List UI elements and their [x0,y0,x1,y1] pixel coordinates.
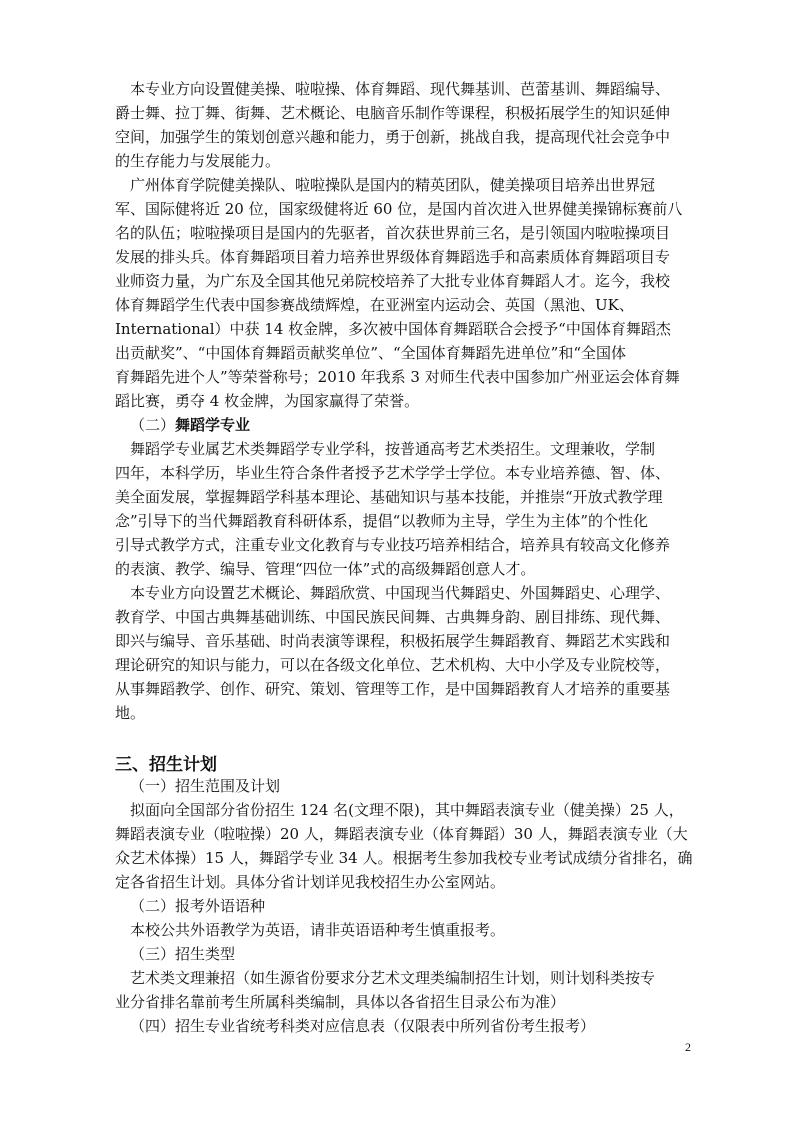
paragraph-line: 舞蹈表演专业（啦啦操）20 人，舞蹈表演专业（体育舞蹈）30 人，舞蹈表演专业（大 [115,825,688,843]
paragraph-line: 育舞蹈先进个人”等荣誉称号；2010 年我系 3 对师生代表中国参加广州亚运会体育舞 [115,368,680,386]
paragraph-line: 爵士舞、拉丁舞、街舞、艺术概论、电脑音乐制作等课程，积极拓展学生的知识延伸 [115,104,671,122]
paragraph-line: 念”引导下的当代舞蹈教育科研体系，提倡“以教师为主导，学生为主体”的个性化 [115,512,649,530]
paragraph-line: 名的队伍；啦啦操项目是国内的先驱者，首次获世界前三名，是引领国内啦啦操项目 [115,224,671,242]
paragraph-line: 拟面向全国部分省份招生 124 名(文理不限)，其中舞蹈表演专业（健美操）25 人， [130,801,684,819]
paragraph-line: 教育学、中国古典舞基础训练、中国民族民间舞、古典舞身韵、剧目排练、现代舞、 [115,608,671,626]
paragraph-line: 舞蹈学专业属艺术类舞蹈学专业学科，按普通高考艺术类招生。文理兼收，学制 [130,440,656,458]
paragraph-line: 定各省招生计划。具体分省计划详见我校招生办公室网站。 [115,873,506,891]
page-number: 2 [685,1040,691,1054]
paragraph-line: 空间，加强学生的策划创意兴趣和能力，勇于创新，挑战自我，提高现代社会竞争中 [115,128,671,146]
paragraph-line: 蹈比赛，勇夺 4 枚金牌，为国家赢得了荣誉。 [115,392,420,410]
paragraph-line: 引导式教学方式，注重专业文化教育与专业技巧培养相结合，培养具有较高文化修养 [115,536,671,554]
subsection-heading [130,413,693,437]
paragraph-line: 本校公共外语教学为英语，请非英语语种考生慎重报考。 [130,921,506,939]
paragraph-line: 四年，本科学历，毕业生符合条件者授予艺术学学士学位。本专业培养德、智、体、 [115,464,671,482]
paragraph-line: 业师资力量，为广东及全国其他兄弟院校培养了大批专业体育舞蹈人才。迄今，我校 [115,272,671,290]
paragraph-line: 军、国际健将近 20 位，国家级健将近 60 位，是国内首次进入世界健美操锦标赛前八 [115,200,683,218]
paragraph-line: 业分省排名靠前考生所属科类编制，具体以各省招生目录公布为准） [115,993,566,1011]
paragraph-line: 本专业方向设置艺术概论、舞蹈欣赏、中国现当代舞蹈史、外国舞蹈史、心理学、 [130,584,671,602]
paragraph-line: 理论研究的知识与能力，可以在各级文化单位、艺术机构、大中小学及专业院校等， [115,656,671,674]
paragraph-line: 发展的排头兵。体育舞蹈项目着力培养世界级体育舞蹈选手和高素质体育舞蹈项目专 [115,248,671,266]
paragraph-line: 的表演、教学、编导、管理“四位一体”式的高级舞蹈创意人才。 [115,560,536,578]
paragraph-line: 美全面发展，掌握舞蹈学科基本理论、基础知识与基本技能，并推崇“开放式教学理 [115,488,663,506]
subsection-heading: （一）招生范围及计划 [130,777,281,795]
paragraph-line: 广州体育学院健美操队、啦啦操队是国内的精英团队，健美操项目培养出世界冠 [130,176,656,194]
subsection-heading: （二）报考外语语种 [130,897,266,915]
paragraph-line: 体育舞蹈学生代表中国参赛战绩辉煌，在亚洲室内运动会、英国（黑池、UK、 [115,296,634,314]
paragraph-line: 众艺术体操）15 人，舞蹈学专业 34 人。根据考生参加我校专业考试成绩分省排名，确 [115,849,693,867]
paragraph-line: International）中获 14 枚金牌，多次被中国体育舞蹈联合会授予“中国体育舞蹈杰 [115,320,671,338]
paragraph-line: 从事舞蹈教学、创作、研究、策划、管理等工作，是中国舞蹈教育人才培养的重要基 [115,680,671,698]
paragraph-line: 的生存能力与发展能力。 [115,152,281,170]
subsection-heading: （四）招生专业省统考科类对应信息表（仅限表中所列省份考生报考） [130,1017,596,1035]
paragraph-line: 出贡献奖”、“中国体育舞蹈贡献奖单位”、“全国体育舞蹈先进单位”和“全国体 [115,344,627,362]
paragraph-line: 即兴与编导、音乐基础、时尚表演等课程，积极拓展学生舞蹈教育、舞蹈艺术实践和 [115,632,671,650]
subsection-prefix: （二） [130,416,176,434]
paragraph-line: 本专业方向设置健美操、啦啦操、体育舞蹈、现代舞基训、芭蕾基训、舞蹈编导、 [130,80,671,98]
subsection-heading: （三）招生类型 [130,945,236,963]
section-heading: 三、招生计划 [115,755,217,775]
paragraph-line: 地。 [115,704,146,722]
paragraph-line: 艺术类文理兼招（如生源省份要求分艺术文理类编制招生计划，则计划科类按专 [130,969,656,987]
subsection-title: 舞蹈学专业 [175,416,251,434]
